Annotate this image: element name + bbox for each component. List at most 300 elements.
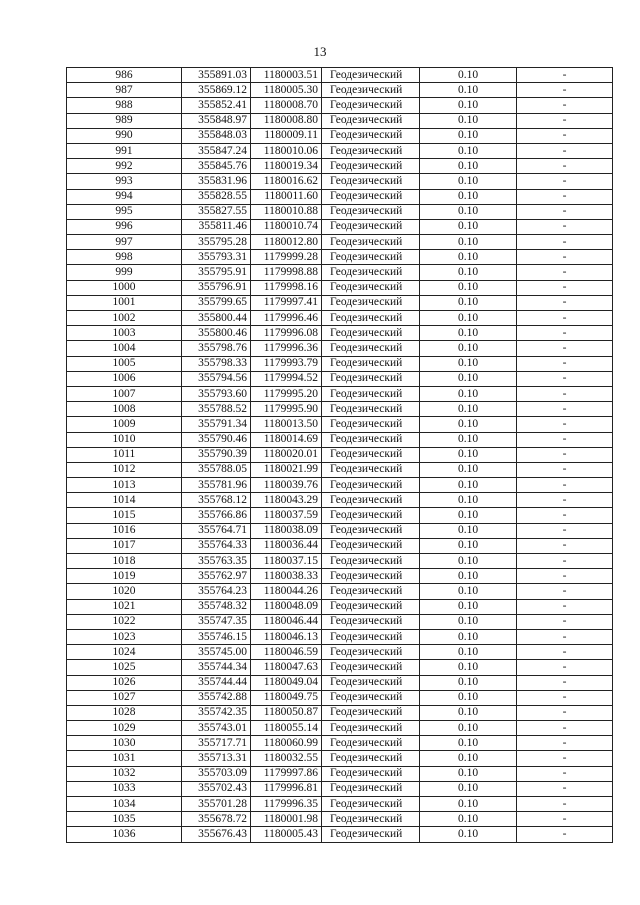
point-number-cell: 1008 [67,402,182,417]
point-number-cell: 1030 [67,736,182,751]
note-cell: - [517,629,613,644]
x-coordinate-cell: 355678.72 [182,812,251,827]
table-row [67,797,613,812]
y-coordinate-cell: 1180021.99 [251,462,322,477]
point-number-cell: 1031 [67,751,182,766]
y-coordinate-cell: 1179994.52 [251,371,322,386]
note-cell: - [517,705,613,720]
table-row [67,812,613,827]
y-coordinate-cell: 1179996.08 [251,326,322,341]
table-row [67,569,613,584]
x-coordinate-cell: 355766.86 [182,508,251,523]
x-coordinate-cell: 355702.43 [182,781,251,796]
note-cell: - [517,174,613,189]
table-row [67,781,613,796]
note-cell: - [517,83,613,98]
y-coordinate-cell: 1180060.99 [251,736,322,751]
note-cell: - [517,432,613,447]
table-row [67,584,613,599]
method-cell: Геодезический [322,143,420,158]
accuracy-cell: 0.10 [420,675,517,690]
y-coordinate-cell: 1180055.14 [251,721,322,736]
y-coordinate-cell: 1179996.46 [251,311,322,326]
table-row [67,174,613,189]
method-cell: Геодезический [322,781,420,796]
method-cell: Геодезический [322,311,420,326]
note-cell: - [517,462,613,477]
accuracy-cell: 0.10 [420,386,517,401]
method-cell: Геодезический [322,554,420,569]
note-cell: - [517,614,613,629]
point-number-cell: 1023 [67,629,182,644]
method-cell: Геодезический [322,751,420,766]
note-cell: - [517,113,613,128]
accuracy-cell: 0.10 [420,478,517,493]
accuracy-cell: 0.10 [420,402,517,417]
method-cell: Геодезический [322,523,420,538]
point-number-cell: 996 [67,219,182,234]
point-number-cell: 1012 [67,462,182,477]
method-cell: Геодезический [322,766,420,781]
method-cell: Геодезический [322,280,420,295]
table-row [67,250,613,265]
x-coordinate-cell: 355869.12 [182,83,251,98]
y-coordinate-cell: 1180038.33 [251,569,322,584]
table-row [67,98,613,113]
note-cell: - [517,766,613,781]
point-number-cell: 1032 [67,766,182,781]
point-number-cell: 1028 [67,705,182,720]
table-row [67,538,613,553]
y-coordinate-cell: 1180037.15 [251,554,322,569]
x-coordinate-cell: 355742.88 [182,690,251,705]
method-cell: Геодезический [322,417,420,432]
note-cell: - [517,98,613,113]
note-cell: - [517,690,613,705]
point-number-cell: 1005 [67,356,182,371]
table-row [67,721,613,736]
y-coordinate-cell: 1180008.80 [251,113,322,128]
x-coordinate-cell: 355763.35 [182,554,251,569]
y-coordinate-cell: 1180001.98 [251,812,322,827]
note-cell: - [517,204,613,219]
table-row [67,189,613,204]
x-coordinate-cell: 355795.28 [182,235,251,250]
method-cell: Геодезический [322,98,420,113]
table-row [67,143,613,158]
method-cell: Геодезический [322,705,420,720]
table-row [67,204,613,219]
point-number-cell: 992 [67,159,182,174]
x-coordinate-cell: 355788.52 [182,402,251,417]
note-cell: - [517,128,613,143]
table-row [67,417,613,432]
note-cell: - [517,554,613,569]
accuracy-cell: 0.10 [420,143,517,158]
x-coordinate-cell: 355764.33 [182,538,251,553]
point-number-cell: 1027 [67,690,182,705]
note-cell: - [517,417,613,432]
note-cell: - [517,584,613,599]
table-row [67,629,613,644]
y-coordinate-cell: 1180032.55 [251,751,322,766]
method-cell: Геодезический [322,356,420,371]
y-coordinate-cell: 1180049.04 [251,675,322,690]
x-coordinate-cell: 355744.44 [182,675,251,690]
x-coordinate-cell: 355800.46 [182,326,251,341]
table-row [67,159,613,174]
point-number-cell: 1019 [67,569,182,584]
point-number-cell: 999 [67,265,182,280]
note-cell: - [517,311,613,326]
table-row [67,523,613,538]
table-row [67,219,613,234]
note-cell: - [517,189,613,204]
x-coordinate-cell: 355742.35 [182,705,251,720]
note-cell: - [517,569,613,584]
y-coordinate-cell: 1180008.70 [251,98,322,113]
note-cell: - [517,523,613,538]
accuracy-cell: 0.10 [420,705,517,720]
accuracy-cell: 0.10 [420,569,517,584]
method-cell: Геодезический [322,113,420,128]
point-number-cell: 1010 [67,432,182,447]
note-cell: - [517,660,613,675]
table-row [67,356,613,371]
point-number-cell: 1001 [67,295,182,310]
table-row [67,235,613,250]
x-coordinate-cell: 355828.55 [182,189,251,204]
accuracy-cell: 0.10 [420,508,517,523]
table-row [67,432,613,447]
note-cell: - [517,736,613,751]
y-coordinate-cell: 1180003.51 [251,68,322,83]
x-coordinate-cell: 355847.24 [182,143,251,158]
table-row [67,675,613,690]
point-number-cell: 1034 [67,797,182,812]
method-cell: Геодезический [322,235,420,250]
y-coordinate-cell: 1179996.36 [251,341,322,356]
point-number-cell: 1021 [67,599,182,614]
point-number-cell: 1024 [67,645,182,660]
y-coordinate-cell: 1180039.76 [251,478,322,493]
method-cell: Геодезический [322,508,420,523]
point-number-cell: 988 [67,98,182,113]
table-row [67,311,613,326]
table-row [67,705,613,720]
x-coordinate-cell: 355764.71 [182,523,251,538]
note-cell: - [517,751,613,766]
y-coordinate-cell: 1180005.30 [251,83,322,98]
note-cell: - [517,280,613,295]
table-row [67,462,613,477]
point-number-cell: 989 [67,113,182,128]
note-cell: - [517,812,613,827]
y-coordinate-cell: 1179999.28 [251,250,322,265]
method-cell: Геодезический [322,83,420,98]
method-cell: Геодезический [322,265,420,280]
note-cell: - [517,781,613,796]
accuracy-cell: 0.10 [420,614,517,629]
method-cell: Геодезический [322,447,420,462]
y-coordinate-cell: 1180014.69 [251,432,322,447]
y-coordinate-cell: 1180010.88 [251,204,322,219]
y-coordinate-cell: 1180012.80 [251,235,322,250]
method-cell: Геодезический [322,159,420,174]
method-cell: Геодезический [322,584,420,599]
x-coordinate-cell: 355713.31 [182,751,251,766]
method-cell: Геодезический [322,629,420,644]
accuracy-cell: 0.10 [420,159,517,174]
y-coordinate-cell: 1179998.88 [251,265,322,280]
point-number-cell: 1018 [67,554,182,569]
method-cell: Геодезический [322,402,420,417]
table-row [67,128,613,143]
point-number-cell: 986 [67,68,182,83]
point-number-cell: 995 [67,204,182,219]
point-number-cell: 993 [67,174,182,189]
y-coordinate-cell: 1180046.59 [251,645,322,660]
table-row [67,736,613,751]
x-coordinate-cell: 355793.60 [182,386,251,401]
method-cell: Геодезический [322,675,420,690]
point-number-cell: 1016 [67,523,182,538]
y-coordinate-cell: 1180019.34 [251,159,322,174]
table-row [67,341,613,356]
note-cell: - [517,402,613,417]
note-cell: - [517,447,613,462]
x-coordinate-cell: 355743.01 [182,721,251,736]
y-coordinate-cell: 1180016.62 [251,174,322,189]
y-coordinate-cell: 1179993.79 [251,356,322,371]
point-number-cell: 1026 [67,675,182,690]
table-row [67,493,613,508]
accuracy-cell: 0.10 [420,645,517,660]
table-row [67,402,613,417]
x-coordinate-cell: 355848.97 [182,113,251,128]
table-row [67,265,613,280]
y-coordinate-cell: 1180044.26 [251,584,322,599]
x-coordinate-cell: 355717.71 [182,736,251,751]
accuracy-cell: 0.10 [420,797,517,812]
point-number-cell: 1036 [67,827,182,842]
accuracy-cell: 0.10 [420,174,517,189]
x-coordinate-cell: 355799.65 [182,295,251,310]
note-cell: - [517,341,613,356]
table-row [67,447,613,462]
point-number-cell: 1004 [67,341,182,356]
x-coordinate-cell: 355747.35 [182,614,251,629]
method-cell: Геодезический [322,721,420,736]
page-number: 13 [313,44,327,59]
point-number-cell: 1020 [67,584,182,599]
note-cell: - [517,295,613,310]
method-cell: Геодезический [322,219,420,234]
table-row [67,827,613,842]
point-number-cell: 1017 [67,538,182,553]
accuracy-cell: 0.10 [420,629,517,644]
method-cell: Геодезический [322,660,420,675]
method-cell: Геодезический [322,371,420,386]
note-cell: - [517,68,613,83]
y-coordinate-cell: 1179996.81 [251,781,322,796]
note-cell: - [517,386,613,401]
y-coordinate-cell: 1179995.20 [251,386,322,401]
x-coordinate-cell: 355748.32 [182,599,251,614]
y-coordinate-cell: 1180010.74 [251,219,322,234]
y-coordinate-cell: 1179998.16 [251,280,322,295]
method-cell: Геодезический [322,386,420,401]
note-cell: - [517,265,613,280]
note-cell: - [517,538,613,553]
y-coordinate-cell: 1180043.29 [251,493,322,508]
accuracy-cell: 0.10 [420,493,517,508]
table-row [67,614,613,629]
x-coordinate-cell: 355762.97 [182,569,251,584]
table-row [67,554,613,569]
point-number-cell: 1014 [67,493,182,508]
x-coordinate-cell: 355811.46 [182,219,251,234]
x-coordinate-cell: 355848.03 [182,128,251,143]
table-row [67,68,613,83]
accuracy-cell: 0.10 [420,554,517,569]
accuracy-cell: 0.10 [420,766,517,781]
table-row [67,660,613,675]
accuracy-cell: 0.10 [420,690,517,705]
table-row [67,113,613,128]
x-coordinate-cell: 355852.41 [182,98,251,113]
y-coordinate-cell: 1179995.90 [251,402,322,417]
accuracy-cell: 0.10 [420,128,517,143]
y-coordinate-cell: 1179997.86 [251,766,322,781]
accuracy-cell: 0.10 [420,250,517,265]
note-cell: - [517,219,613,234]
x-coordinate-cell: 355791.34 [182,417,251,432]
point-number-cell: 1013 [67,478,182,493]
accuracy-cell: 0.10 [420,827,517,842]
method-cell: Геодезический [322,599,420,614]
x-coordinate-cell: 355746.15 [182,629,251,644]
y-coordinate-cell: 1180047.63 [251,660,322,675]
method-cell: Геодезический [322,462,420,477]
y-coordinate-cell: 1180048.09 [251,599,322,614]
point-number-cell: 994 [67,189,182,204]
y-coordinate-cell: 1180020.01 [251,447,322,462]
method-cell: Геодезический [322,295,420,310]
y-coordinate-cell: 1180049.75 [251,690,322,705]
method-cell: Геодезический [322,797,420,812]
table-row [67,280,613,295]
y-coordinate-cell: 1180038.09 [251,523,322,538]
x-coordinate-cell: 355790.46 [182,432,251,447]
accuracy-cell: 0.10 [420,83,517,98]
method-cell: Геодезический [322,812,420,827]
coordinates-table [66,67,613,843]
y-coordinate-cell: 1180009.11 [251,128,322,143]
table-row [67,751,613,766]
note-cell: - [517,675,613,690]
table-row [67,690,613,705]
point-number-cell: 987 [67,83,182,98]
accuracy-cell: 0.10 [420,523,517,538]
method-cell: Геодезический [322,189,420,204]
x-coordinate-cell: 355701.28 [182,797,251,812]
x-coordinate-cell: 355827.55 [182,204,251,219]
table-row [67,371,613,386]
accuracy-cell: 0.10 [420,204,517,219]
note-cell: - [517,250,613,265]
point-number-cell: 997 [67,235,182,250]
accuracy-cell: 0.10 [420,68,517,83]
y-coordinate-cell: 1179996.35 [251,797,322,812]
point-number-cell: 1003 [67,326,182,341]
accuracy-cell: 0.10 [420,736,517,751]
y-coordinate-cell: 1180046.44 [251,614,322,629]
point-number-cell: 990 [67,128,182,143]
x-coordinate-cell: 355798.33 [182,356,251,371]
accuracy-cell: 0.10 [420,98,517,113]
y-coordinate-cell: 1179997.41 [251,295,322,310]
table-row [67,599,613,614]
accuracy-cell: 0.10 [420,265,517,280]
accuracy-cell: 0.10 [420,660,517,675]
method-cell: Геодезический [322,250,420,265]
y-coordinate-cell: 1180037.59 [251,508,322,523]
point-number-cell: 1033 [67,781,182,796]
y-coordinate-cell: 1180046.13 [251,629,322,644]
note-cell: - [517,493,613,508]
accuracy-cell: 0.10 [420,599,517,614]
point-number-cell: 1029 [67,721,182,736]
point-number-cell: 1009 [67,417,182,432]
note-cell: - [517,159,613,174]
accuracy-cell: 0.10 [420,295,517,310]
accuracy-cell: 0.10 [420,341,517,356]
x-coordinate-cell: 355891.03 [182,68,251,83]
accuracy-cell: 0.10 [420,432,517,447]
accuracy-cell: 0.10 [420,280,517,295]
y-coordinate-cell: 1180036.44 [251,538,322,553]
y-coordinate-cell: 1180050.87 [251,705,322,720]
note-cell: - [517,645,613,660]
table-row [67,508,613,523]
accuracy-cell: 0.10 [420,113,517,128]
x-coordinate-cell: 355676.43 [182,827,251,842]
note-cell: - [517,478,613,493]
x-coordinate-cell: 355790.39 [182,447,251,462]
x-coordinate-cell: 355845.76 [182,159,251,174]
note-cell: - [517,371,613,386]
x-coordinate-cell: 355794.56 [182,371,251,386]
table-row [67,766,613,781]
table-row [67,386,613,401]
point-number-cell: 1000 [67,280,182,295]
method-cell: Геодезический [322,690,420,705]
point-number-cell: 998 [67,250,182,265]
accuracy-cell: 0.10 [420,326,517,341]
method-cell: Геодезический [322,538,420,553]
method-cell: Геодезический [322,68,420,83]
table-row [67,478,613,493]
table-row [67,645,613,660]
method-cell: Геодезический [322,432,420,447]
x-coordinate-cell: 355744.34 [182,660,251,675]
note-cell: - [517,797,613,812]
method-cell: Геодезический [322,493,420,508]
note-cell: - [517,599,613,614]
x-coordinate-cell: 355795.91 [182,265,251,280]
accuracy-cell: 0.10 [420,417,517,432]
